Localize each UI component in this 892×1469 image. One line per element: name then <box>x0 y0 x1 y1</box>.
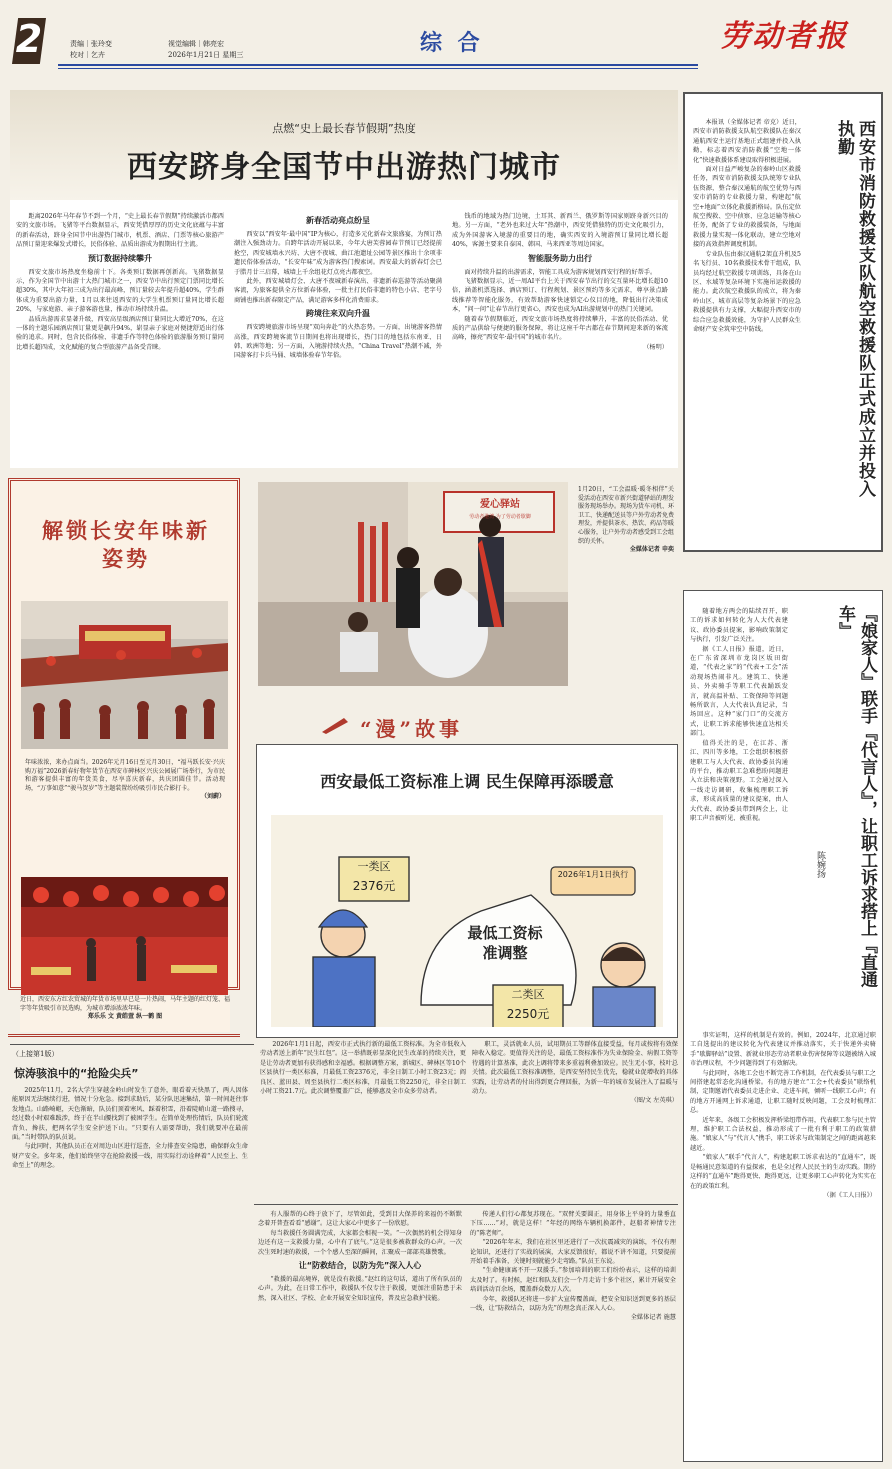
firefighting-body <box>693 118 801 546</box>
issue-date: 2026年1月21日 星期三 <box>168 51 244 59</box>
comic-paragraph: 职工，灵活就业人员，试用期员工等群体直接受益，每月或按将有效保障收入稳定。更值得关注的是，最低工资标准作为失业保险金、病假工资等待遇的计算基准，此次上调将带来多重福利叠加效应。民生无小事，枝叶总关情。此次最低工资标准调整，是西安坚持民生优先，稳就业促增收的具体实践，让劳动者的付出得到更合理回报，为新一年的城市发展注入了温暖与动力。 <box>472 1041 678 1096</box>
feature-credit-2: 郑乐乐 文 黄皓萱 纵一鹤 图 <box>87 1013 163 1021</box>
bottom-paragraph: 今年，救援队还将进一步扩大宣传覆盖面，把安全知识送到更多的基层一线，让“防救结合，以防为先”的理念真正深入人心。 <box>470 1295 676 1313</box>
union-paragraph: 据《工人日报》报道，近日，在广东省深圳市龙岗区坂田街道，“代表之家”的“代表+工会”活动现场热闹非凡。建筑工、快递员、外卖骑手等职工代表踊跃发言，就高温补贴、工资保障等问题畅所欲言，人大代表认真记录，当场回应。这种“家门口”的交流方式，让职工诉求能够快速直达相关部门。 <box>690 645 788 738</box>
feature-caption-1 <box>25 759 225 875</box>
market-photo-1 <box>21 601 228 749</box>
bottom-column-1 <box>12 1086 248 1462</box>
union-paragraph: 随着地方两会的陆续召开，职工的诉求如何转化为人大代表建议、政协委员提案，影响政策制定与执行，引发广泛关注。 <box>690 608 788 644</box>
lead-subhead-1: 预订数据持续攀升 <box>88 253 152 263</box>
comic-illustration <box>271 815 663 1027</box>
feature-panel <box>8 478 240 990</box>
union-author: 陈婉扬 <box>815 851 825 878</box>
feature-caption-2 <box>20 996 230 1032</box>
lead-subhead-2: 新春活动亮点纷呈 <box>306 216 370 225</box>
masthead-rule-thin <box>58 68 698 69</box>
union-paragraph: 事实证明，这样的机制是有效的。例如，2024年，北京通过职工自选提出的建议转化为代表建议并推动落实，关于快递外卖骑手“歇脚驿站”设置、新就业形态劳动者职业伤害保障等议题被纳入城市治理议程，不少问题得到了有效解决。 <box>690 1032 876 1068</box>
bottom-column-2 <box>258 1210 462 1462</box>
bottom-paragraph: “救援的最高境界，就是没有救援。”赵红的这句话，道出了所有队员的心声。为此，在日常工作中，救援队不仅专注于救援，更加注重防患于未然，深入社区、学校、企业开展安全知识宣传，普及应急救护技能。 <box>258 1276 462 1302</box>
comic-section-title: “漫”故事 <box>360 717 464 741</box>
lead-paragraph: 钱币的地域为热门边境，土耳其、新西兰、俄罗斯等国家则跻身新兴目的地。另一方面，“老外也来过大年”热潮中，西安凭借独特的历史文化吸引力，成为外国游客入境游的重要目的地，确实西安的入境游预订量同比增长超40%，客源主要来自泰国、韩国、马来西亚等周边国家。 <box>452 213 668 249</box>
lead-paragraph: 飞猪数据显示，近一周AI平台上关于西安春节出行的交互量环比增长超10倍，涵盖机票选择、酒店预订、行程规划、景区预约等多元需求，尊享景点路线推荐等智能化服务，有效帮助游客快速锁定心仪目的地，降低出行决策成本，“问一问”让春节出行更省心，西安也成为AI出游规划中的热门关键词。 <box>452 278 668 314</box>
bottom-paragraph: 传递人们行心都复苏现在。“双臂关要圆正，用身体上平身的力量垂直下压……”对，就是这样！”年经的网络车辆机换部件，赵船者神情专注的“陈老师”。 <box>470 1211 676 1237</box>
union-paragraph: 值得关注的是，在江苏、浙江、四川等多地，工会组织积极搭建职工与人大代表、政协委员沟通的平台，推动职工急难愁盼问题进入立法和决策视野。工会通过深入一线走访调研，收集梳理职工诉求，形成高质量的建议提案，由人大代表、政协委员带到两会上，让职工声音被听见、被重视。 <box>690 739 788 822</box>
class2-value: 2250元 <box>506 1007 550 1021</box>
market-photo-2 <box>21 877 228 995</box>
masthead <box>0 0 892 82</box>
lead-subhead-4: 智能服务助力出行 <box>528 253 592 263</box>
date-badge: 2026年1月1日执行 <box>557 870 629 879</box>
firefighting-paragraph: 面对日益严峻复杂的秦岭山区救援任务，西安市消防救援支队统筹专业队伍资源，整合秦汉通航的航空优势与西安市消防的专业救援力量，构建起“航空+地面”立体化救援新格局。队伍定位航空搜救、空中侦察、应急运输等核心任务，配备了专业的救援装备，与地面救援力量实现一体化联动，建立空地对接的高效指挥调度机制。 <box>693 166 801 249</box>
haircut-sign-sub: 劳动者港湾·为了劳动者歇脚 <box>469 514 531 520</box>
firefighting-article <box>683 92 883 552</box>
lead-paragraph: 品质出游需求显著升级，西安高星级酒店预订量同比大增近70%，在这一体的主题乐园酒店预订量更是飙升94%，崭显亲子家庭对便捷舒适出行体验的追求。同时，包含民俗体验、非遗手作等特色体验的旅游服务预订量同比增长超四成，文化赋能的复合型旅游产品备受青睐。 <box>16 315 224 351</box>
bottom-paragraph: 与此同时，其他队员正在对周边山区进行巡查，全力排查安全隐患，确保群众生命财产安全。多年来，他们始终坚守在抢险救援一线，用实际行动诠释着“人民至上、生命至上”的理念。 <box>12 1143 248 1170</box>
lead-paragraph: 随着春节假期临近，西安文旅市场热度将持续攀升，丰富的民俗活动、优质的产品供给与便捷的服务保障，将让这座千年古都在春节期间迎来新的客流高峰，擦亮“西安年·最中国”的城市名片。 <box>452 315 668 342</box>
class2-label: 二类区 <box>511 988 545 1001</box>
feature-credit-1: （刘蔚） <box>200 793 225 801</box>
class1-value: 2376元 <box>352 879 396 893</box>
firefighting-paragraph: 专业队伍由秦汉通航2架直升机及5名飞行员、10名救援技术骨干组成，队员均经过航空救援专项训练，具备在山区、水域等复杂环境下实施吊运救援的能力。此次航空救援队的成立，将为秦岭山区、城市高层等复杂场景下的应急救援提供有力支撑，大幅提升西安市的综合应急救援效能，为守护人民群众生命财产安全筑牢空中防线。 <box>693 250 801 333</box>
union-headline: 『娘家人』联手『代言人』，让职工诉求搭上『直通车』 <box>835 605 877 988</box>
comic-text-col-2 <box>472 1040 678 1200</box>
section-title: 综 合 <box>420 31 484 56</box>
bottom-paragraph: 每当救援任务圆满完成，大家都会相视一笑。“一次偶然的机会得知身边还有这一支救援力量，心中有了底气。”这是很多被救群众的心声。一次次生死时速的救援，一个个感人至深的瞬间，汇聚成一部部英雄赞歌。 <box>258 1229 462 1256</box>
lead-headline: 西安跻身全国节中出游热门城市 <box>127 150 561 185</box>
lead-kicker: 点燃“史上最长春节假期”热度 <box>272 122 416 135</box>
comic-illustration-graphic <box>271 815 663 1027</box>
wage-center-text: 最低工资标准调整 <box>467 924 543 962</box>
comic-brush-icon <box>320 716 350 736</box>
market-photo-2-graphic <box>21 877 228 995</box>
feature-title: 解锁长安年味新姿势 <box>42 519 210 571</box>
brush-icon <box>320 716 350 736</box>
class1-label: 一类区 <box>357 860 391 873</box>
haircut-photo-graphic <box>258 482 568 686</box>
lead-article <box>10 90 678 468</box>
lead-column-3 <box>452 212 668 462</box>
feature-caption-1-text: 年味浓浓，来办点面当。2026年元月16日至元月30日，“福马跃长安·兴庆购万福”2026新春好物年货节在西安市碑林区兴庆公园展广场举行，为市民和游客提供丰富的年货美食，尽享喜庆新春，共庆团圆佳节。活动现场，“万事如意”“骏马贺岁”等主题装置纷纷吸引市民合影打卡。 <box>25 759 225 792</box>
editor-line-1: 责编｜张玲变 <box>70 40 112 48</box>
bottom-divider-wide <box>254 1204 678 1205</box>
bottom-subhead: 让“防救结合，以防为先”深入人心 <box>298 1261 422 1271</box>
comic-text-col-1 <box>260 1040 466 1200</box>
feature-caption-2-text: 近日，西安东方红农贸城的年货市场里早已是一片热闹，马年主题的红灯笼、福字等年货吸引市民选购，为城市增添浓浓年味。 <box>20 996 231 1012</box>
lead-column-1 <box>16 212 224 462</box>
union-body-bottom <box>690 1031 876 1457</box>
union-body-top <box>690 607 788 1027</box>
lead-credit: （杨明） <box>643 343 668 351</box>
haircut-sign-main: 爱心驿站 <box>480 499 520 510</box>
lead-column-2 <box>234 212 442 462</box>
lead-paragraph: 西安文旅市场热度坐稳前十下。各类预订数据再创新高。飞猪数据显示，作为全国节中出游十大热门城市之一，西安节中出行预定门票同比增长超30%，其中大年初三成为出行最高峰，预订量较去年提升超40%，学生群体成为重要出游力量，1月以来往返西安的大学生机票预订量同比增长超20%，与家庭游、亲子游客游也量，推动市场持续升温。 <box>16 268 224 314</box>
bottom-headline: 惊涛骇浪中的“抢险尖兵” <box>14 1067 139 1080</box>
comic-headline: 西安最低工资标准上调 民生保障再添暖意 <box>320 772 614 791</box>
market-photo-1-graphic <box>21 601 228 749</box>
lead-paragraph: 西安以“西安年·最中国”IP为核心，打造多元化新春文旅盛宴，为预订热潮注入强劲动力。自跨年活动开展以来，今年大唐芙蓉园春节预订已经提前抢空，西安城墙永兴坊、大唐不夜城、曲江池遗址公园等景区推出十余项非遗民俗体验活动，“长安年味”成为游客热门搜索词。西安最大的新春灯会已于腊月廿三启幕，城墙上千余组花灯点亮古都夜空。 <box>234 231 442 276</box>
bottom-credit: 全媒体记者 施慧 <box>630 1314 676 1322</box>
lead-subhead-3: 跨境往来双向升温 <box>306 309 370 319</box>
page-number: 2 <box>15 17 43 61</box>
bottom-paragraph: “2026年年末，我们在社区里还进行了一次抗震减灾的演练，不仅有理论知识，还进行了实战的展演，大家反馈很好，都说不讲不知道，只要提前开始着手准备，关键时刻就能少走弯路。”队员王东说。 <box>470 1239 676 1266</box>
bottom-paragraph: 2025年11月，2名大学生穿越金岭山时发生了意外，眼看着天快黑了，两人因体能原因无法继续行进，情况十分危急。接到求助后，某分队迅速集结，第一时间赶往事发地点。山路崎岖，天色渐暗，队员们顶着寒风、踩着积雪，沿着陡峭山道一路搜寻，经过数小时艰难跋涉，终于在半山腰找到了被困学生。在简单处理伤情后，队员们轮流背负、搀扶，把两名学生安全护送下山。“只要有人需要帮助，我们就要冲在最前面。”当时带队的队员说。 <box>12 1087 248 1142</box>
haircut-photo <box>258 482 568 686</box>
editor-line-2: 校对｜乞卉 <box>70 51 105 59</box>
visual-editor: 视觉编辑｜韩亮宏 <box>168 40 224 48</box>
union-paragraph: 近年来，各级工会积极发挥桥梁纽带作用，代表职工参与民主管理，维护职工合法权益，推动形成了一批有利于职工的政策措施。“娘家人”与“代言人”携手，职工诉求与政策制定之间的距离越来越近。 <box>690 1116 876 1152</box>
firefighting-headline: 西安市消防救援支队航空救援队正式成立并投入执勤 <box>834 120 875 498</box>
bottom-continued: （上接第1版） <box>12 1050 59 1058</box>
comic-panel <box>256 744 678 1038</box>
bottom-divider <box>10 1044 254 1045</box>
union-paragraph: 与此同时，各地工会也不断完善工作机制，在代表委员与职工之间搭建起常态化沟通桥梁。有的地方建立“工会+代表委员”联络机制，定期邀请代表委员走进企业、走进车间，倾听一线职工心声；有的地方开通网上诉求通道，让职工随时反映问题，工会及时梳理汇总。 <box>690 1069 876 1115</box>
haircut-caption-text: 1月20日，“工会温暖·暖冬相伴”关爱活动在西安市新兴街道驿站的理发服务现场举办。现场为货车司机、环卫工、快递配送员等户外劳动者免费理发，并提供茶水、热饮、药品等暖心服务，让户外劳动者感受到工会组织的关怀。 <box>578 486 675 545</box>
haircut-caption <box>578 486 674 682</box>
bottom-column-3 <box>470 1210 676 1462</box>
newspaper-logo: 劳动者报 <box>720 19 848 54</box>
comic-paragraph: 2026年1月1日起，西安市正式执行新的最低工资标准。为全市低收入劳动者送上新年“民生红包”。这一举措既彰显深化民生改革的持续关注，更是让劳动者更加有获得感和幸福感。根据调整方案，新城区、碑林区等10个区县执行一类区标准，月最低工资2376元，非全日制工小时工资23元；阎良区、蓝田县、周至县执行二类区标准，月最低工资2250元，非全日制工小时工资21.7元。此次调整覆盖广泛，能够惠及全市众多劳动者。 <box>260 1041 466 1096</box>
bottom-paragraph: “生命健康离不开一双援手。”参加培训的职工们纷纷表示，这样的培训太及时了。有时候，赵红和队友们会一个月走访十多个社区，累计开展安全培训活动百余场，覆盖群众数万人次。 <box>470 1267 676 1294</box>
union-article <box>683 590 883 1462</box>
union-credit: （据《工人日报》） <box>823 1191 876 1199</box>
lead-intro: 距离2026年马年春节不到一个月，“史上最长春节假期”持续激活市都西安的文旅市场。飞猪等平台数据显示，西安凭借厚厚的历史文化底蕴与丰富的新春活动，跻身全国节中出游热门城市，机票、酒店、门票等核心旅游产品预订量迎来爆发式增长，民俗体验、品质出游成为假期出行主流。 <box>16 213 224 249</box>
firefighting-paragraph: 本报讯（全媒体记者 帝克）近日，西安市消防救援支队航空救援队在秦汉通航西安主运行基地正式组建并投入执勤，标志着西安消防救援“空地一体化”快速救援体系建设取得积极进展。 <box>693 119 801 164</box>
lead-paragraph: 此外，西安城墙灯会、大唐不夜城新春演出、非遗新春巡游等活动聚满客流，为旅客提供全方位新春体验，一批主打民俗非遗的特色小店、老字号商铺也推出新春限定产品，满足游客多样化消费需求。 <box>234 278 442 304</box>
lead-paragraph: 西安跨境旅游市场呈现“双向奔赴”的火热态势。一方面，出境游客热情高涨，西安跨境客流节日期间也将出现增长，热门目的地包括东南亚、日韩、欧洲等地；另一方面，入境游持续火热，“China Travel”热潮不减，外国游客打卡兵马俑、城墙体验春节年俗。 <box>234 324 442 360</box>
comic-credit: （图/文 左英琪） <box>630 1097 678 1105</box>
feature-panel-bottom-border <box>8 1034 240 1037</box>
haircut-credit: 全媒体记者 申奕 <box>629 546 674 554</box>
bottom-paragraph: 有人服帮的心终于放下了，尽管如此，受到目大保养的来福仍不断默念着开普查看看“感谢”。这让大家心中更多了一份欣慰。 <box>258 1211 462 1228</box>
masthead-rule <box>58 64 698 66</box>
union-paragraph: “娘家人”联手“代言人”，构建起职工诉求表达的“直通车”，既是畅通民意渠道的有益探索，也是全过程人民民主的生动实践。期待这样的“直通车”跑得更快、跑得更远，让更多职工心声转化为实实在在的政策红利。 <box>690 1154 876 1190</box>
lead-paragraph: 面对持续升温的出游需求，智能工具成为游客规划西安行程的好帮手。 <box>464 268 657 276</box>
